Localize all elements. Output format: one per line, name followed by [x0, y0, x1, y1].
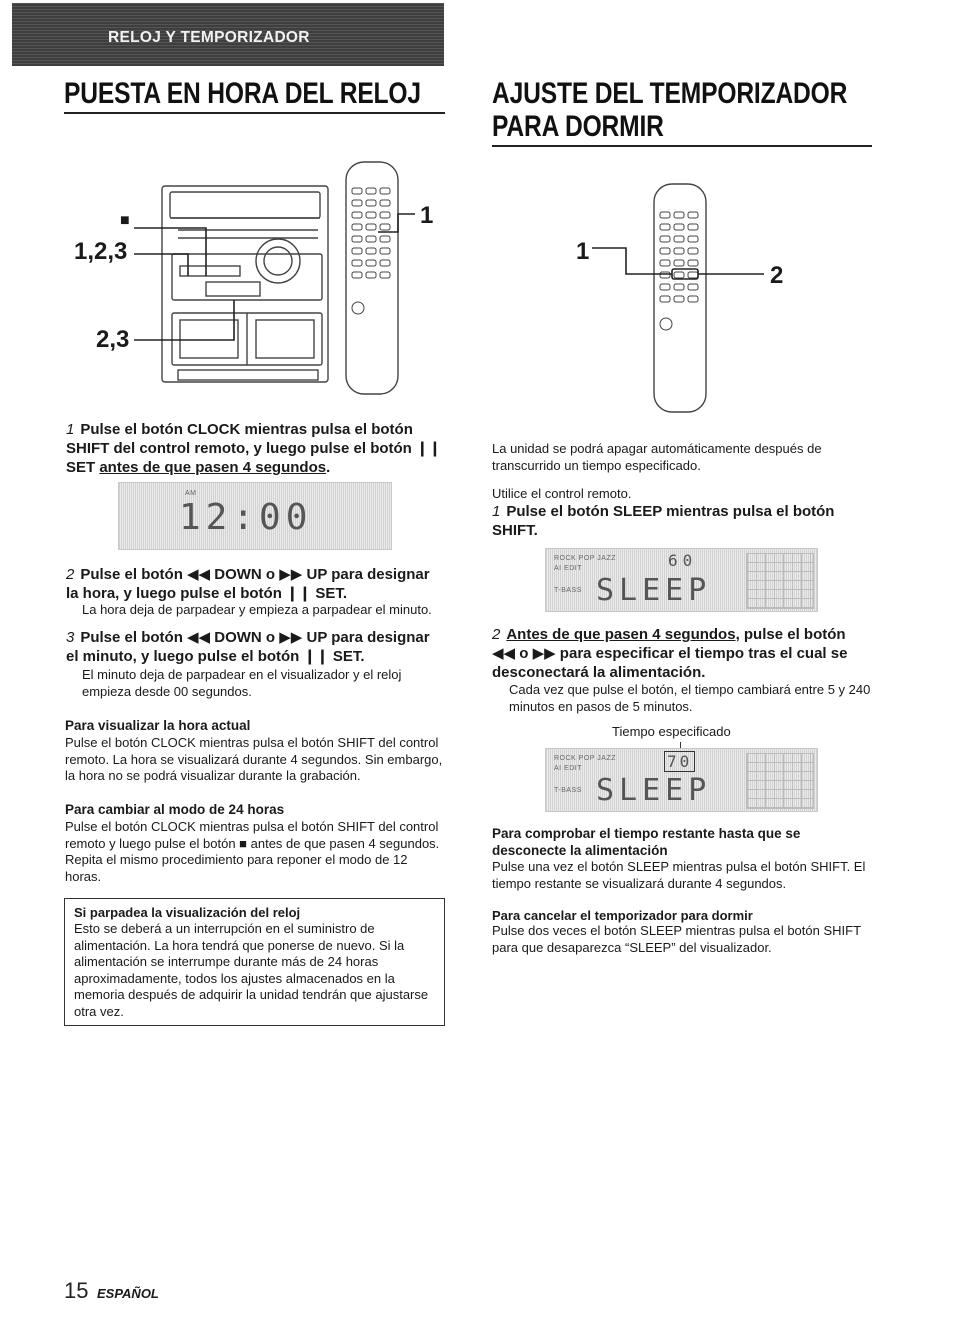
- sleep-display-2-modes: ROCK POP JAZZ: [554, 755, 616, 762]
- sleep-display-1-modes: ROCK POP JAZZ: [554, 555, 616, 562]
- clock-step-2-number: 2: [66, 566, 75, 583]
- pause-icon: ❙❙: [416, 440, 442, 457]
- remaining-time-body: Pulse una vez el botón SLEEP mientras pulsa el botón SHIFT. El tiempo restante se visualizará durante 4 segundos.: [492, 859, 866, 891]
- clock-step-1-deadline: antes de que pasen 4 segundos: [99, 459, 327, 476]
- 24h-mode-body: Pulse el botón CLOCK mientras pulsa el botón SHIFT del control remoto y luego pulse el botón ■ antes de que pasen 4 segundos. Repita el mismo procedimiento para reponer el modo de 12 horas.: [65, 819, 440, 884]
- clock-step-3-body: El minuto deja de parpadear en el visualizador y el reloj empieza desde 00 segundos.: [82, 667, 402, 699]
- page-language: ESPAÑOL: [97, 1286, 159, 1301]
- clock-step-3: [66, 628, 444, 666]
- sleep-intro: La unidad se podrá apagar automáticamente después de transcurrido un tiempo especificado.: [492, 441, 822, 473]
- cancel-sleep-heading: Para cancelar el temporizador para dormir: [492, 908, 753, 923]
- view-time-body: Pulse el botón CLOCK mientras pulsa el botón SHIFT del control remoto. La hora se visualizará durante 4 segundos. Sin embargo, la hora no se podrá visualizar durante la grabación.: [65, 735, 443, 784]
- sleep-display-1: [545, 548, 818, 612]
- sleep-display-2-minutes: 70: [664, 751, 695, 772]
- clock-display: [118, 482, 392, 550]
- clock-display-am: AM: [185, 490, 197, 497]
- clock-step-1: [66, 420, 444, 477]
- sleep-display-2: [545, 748, 818, 812]
- sleep-callout-2: 2: [770, 262, 784, 289]
- blinking-clock-note-body: Esto se deberá a un interrupción en el suministro de alimentación. La hora tendrá que ponerse de nuevo. Si la alimentación se interrumpe durante más de 24 horas aproximadamente, todos los ajustes almacenados en la memoria después de adquirir la unidad tendrán que ajustarse otra vez.: [74, 921, 429, 1019]
- clock-step-2-head: Pulse el botón ◀◀ DOWN o ▶▶ UP para designar la hora, y luego pulse el botón ❙❙ SET.: [66, 566, 430, 602]
- sleep-step-2-number: 2: [492, 626, 501, 643]
- clock-step-2-body: La hora deja de parpadear y empieza a parpadear el minuto.: [82, 602, 432, 617]
- section-banner: [12, 3, 444, 66]
- callout-23-label: 2,3: [96, 326, 130, 353]
- page-number: 15: [64, 1278, 89, 1303]
- sleep-step-2-deadline: Antes de que pasen 4 segundos: [506, 626, 736, 643]
- clock-step-2: [66, 565, 444, 603]
- clock-step-3-number: 3: [66, 629, 75, 646]
- 24h-mode-heading: Para cambiar al modo de 24 horas: [65, 802, 285, 817]
- left-title-rule: [64, 112, 445, 114]
- specified-time-caption: Tiempo especificado: [612, 724, 731, 739]
- sleep-callout-1: 1: [576, 238, 590, 265]
- sleep-step-2-head: , pulse el botón ◀◀ o ▶▶ para especificar el tiempo tras el cual se desconectará la alimentación.: [492, 626, 848, 681]
- right-page-title-line2: PARA DORMIR: [492, 110, 664, 143]
- sleep-step-2-body: Cada vez que pulse el botón, el tiempo cambiará entre 5 y 240 minutos en pasos de 5 minutos.: [509, 682, 871, 714]
- sleep-step-2: [492, 625, 872, 682]
- clock-display-time: 12:00: [179, 497, 313, 538]
- sleep-step-1: [492, 502, 872, 540]
- callout-stop-label: ■: [120, 212, 130, 229]
- section-banner-label: RELOJ Y TEMPORIZADOR: [108, 29, 310, 46]
- clock-step-3-head: Pulse el botón ◀◀ DOWN o ▶▶ UP para designar el minuto, y luego pulse el botón ❙❙ SET.: [66, 629, 430, 665]
- stereo-illustration: [60, 158, 445, 398]
- clock-step-1-number: 1: [66, 421, 75, 438]
- sleep-display-2-ai: AI EDIT: [554, 765, 583, 772]
- left-page-title: PUESTA EN HORA DEL RELOJ: [64, 77, 421, 110]
- remaining-time-heading: Para comprobar el tiempo restante hasta que se desconecte la alimentación: [492, 826, 801, 858]
- clock-step-1-end: .: [326, 459, 331, 476]
- callout-1-label: 1: [420, 202, 434, 229]
- right-title-rule: [492, 145, 872, 147]
- sleep-display-2-tbass: T-BASS: [554, 787, 582, 794]
- cancel-sleep-body: Pulse dos veces el botón SLEEP mientras pulsa el botón SHIFT para que desaparezca “SLEEP” del visualizador.: [492, 923, 861, 955]
- sleep-display-1-ai: AI EDIT: [554, 565, 583, 572]
- clock-step-1-set: SET: [66, 459, 100, 476]
- spectrum-analyzer-icon: [746, 753, 814, 809]
- sleep-step-1-head: Pulse el botón SLEEP mientras pulsa el botón SHIFT.: [492, 503, 835, 539]
- spectrum-analyzer-icon: [746, 553, 814, 609]
- right-page-title-line1: AJUSTE DEL TEMPORIZADOR: [492, 77, 848, 110]
- use-remote-note: Utilice el control remoto.: [492, 486, 632, 501]
- remote-illustration: [560, 178, 810, 418]
- blinking-clock-note: [64, 898, 445, 1026]
- sleep-step-1-number: 1: [492, 503, 501, 520]
- callout-123-label: 1,2,3: [74, 238, 128, 265]
- clock-step-1-text: Pulse el botón CLOCK mientras pulsa el botón SHIFT del control remoto, y luego pulse el botón: [66, 421, 417, 457]
- sleep-display-1-word: SLEEP: [596, 573, 712, 608]
- blinking-clock-note-title: Si parpadea la visualización del reloj: [74, 905, 301, 920]
- sleep-display-1-tbass: T-BASS: [554, 587, 582, 594]
- sleep-display-1-minutes: 60: [668, 551, 698, 570]
- sleep-display-2-word: SLEEP: [596, 773, 712, 808]
- view-time-heading: Para visualizar la hora actual: [65, 718, 251, 733]
